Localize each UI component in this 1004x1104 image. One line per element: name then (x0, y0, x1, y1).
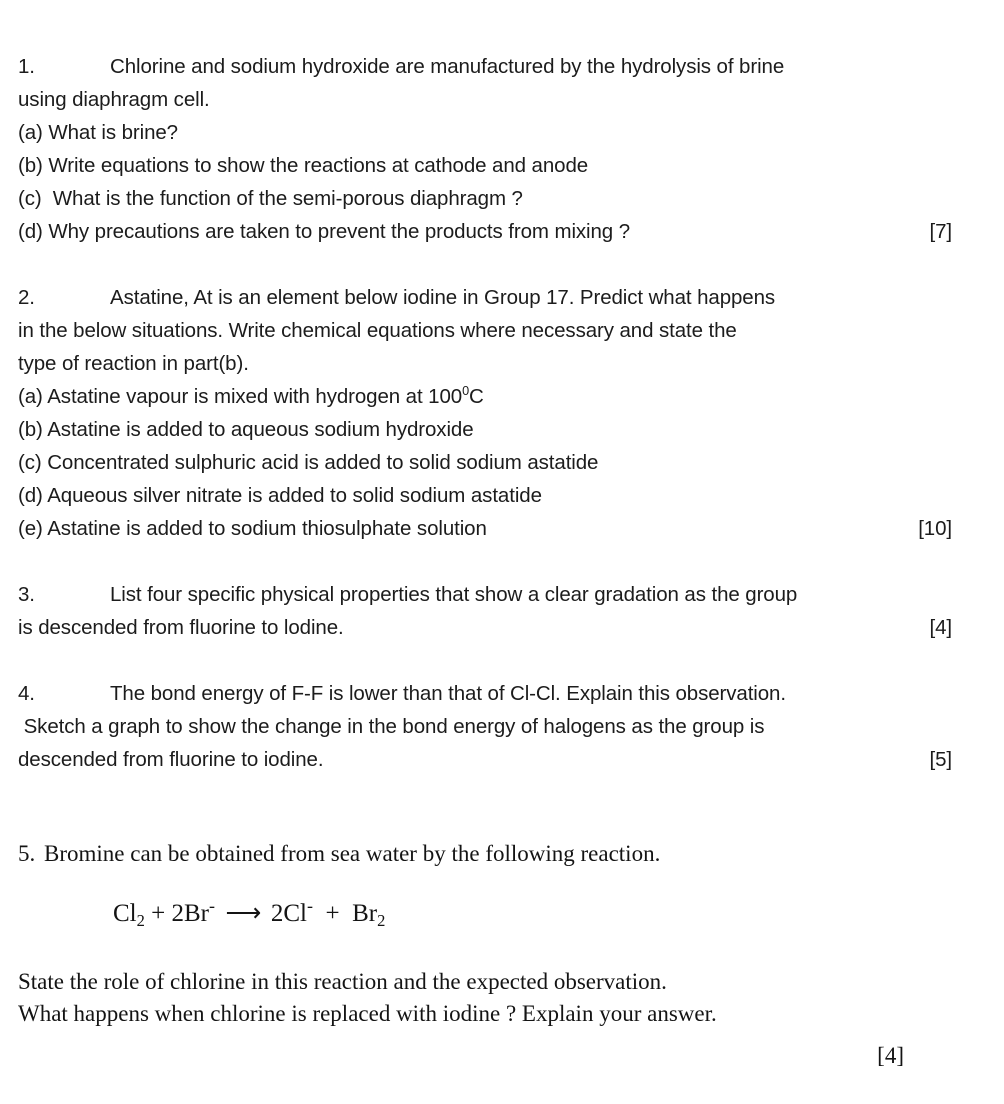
question-5-tail-line-1: State the role of chlorine in this reaction and the expected observation. (18, 969, 667, 994)
question-1-part-d-text: (d) Why precautions are taken to prevent the products from mixing ? (18, 220, 631, 243)
question-5-number: 5. (18, 841, 36, 866)
reaction-arrow-glyph: ⟶ (225, 900, 261, 927)
question-1-line-1 (18, 50, 952, 83)
question-1-line-2: using diaphragm cell. (18, 88, 210, 111)
question-4-text-1: The bond energy of F-F is lower than that of Cl-Cl. Explain this observation. (110, 682, 786, 705)
question-5-equation (18, 895, 952, 932)
question-5-tail-line-2: What happens when chlorine is replaced with iodine ? Explain your answer. (18, 1001, 717, 1026)
question-4-marks: [5] (929, 748, 952, 771)
question-2-block (18, 281, 952, 545)
question-1-part-d (18, 215, 952, 248)
question-4-block (18, 677, 952, 776)
question-4-line-3 (18, 743, 952, 776)
equation-plus-2 (313, 900, 352, 927)
question-2-part-d: (d) Aqueous silver nitrate is added to solid sodium astatide (18, 484, 542, 507)
question-2-part-a-text: (a) Astatine vapour is mixed with hydrogen at 100 (18, 385, 463, 408)
spacer-before-equation (18, 870, 952, 898)
equation-product-2: Br (352, 900, 378, 927)
equation-reactant-1: Cl (113, 900, 137, 927)
question-3-marks: [4] (929, 616, 952, 639)
question-5-lead-text: Bromine can be obtained from sea water by the following reaction. (44, 841, 661, 866)
question-2-part-e (18, 512, 952, 545)
equation-plus-2-symbol: + (325, 900, 340, 927)
equation-reactant-2-charge: - (208, 895, 215, 916)
question-2-number: 2. (18, 286, 35, 309)
equation-product-1-coefficient: 2 (270, 900, 284, 927)
question-5-block (18, 838, 952, 1072)
question-4-line-2: Sketch a graph to show the change in the bond energy of halogens as the group is (18, 715, 765, 738)
question-1-part-b: (b) Write equations to show the reactions at cathode and anode (18, 154, 589, 177)
question-1-part-c: (c) What is the function of the semi-porous diaphragm ? (18, 187, 523, 210)
spacer-after-q1 (18, 248, 952, 281)
equation-reactant-2-coefficient: 2 (171, 900, 184, 927)
spacer-after-q3 (18, 644, 952, 677)
question-4-text-3: descended from fluorine to iodine. (18, 748, 324, 771)
degree-superscript: 0 (462, 383, 470, 399)
question-3-number: 3. (18, 583, 35, 606)
question-2-line-3: type of reaction in part(b). (18, 352, 249, 375)
question-2-line-1 (18, 281, 952, 314)
question-2-part-a (18, 380, 952, 413)
question-3-text-2: is descended from fluorine to lodine. (18, 616, 344, 639)
spacer-before-final-marks (18, 1030, 952, 1040)
equation-reactant-2: Br (183, 900, 209, 927)
question-2-marks: [10] (918, 517, 952, 540)
question-1-number: 1. (18, 55, 35, 78)
question-2-text-1: Astatine, At is an element below iodine in Group 17. Predict what happens (110, 286, 776, 309)
question-5-line-1 (18, 838, 952, 870)
question-2-part-c: (c) Concentrated sulphuric acid is added to solid sodium astatide (18, 451, 599, 474)
equation-plus-1 (145, 900, 172, 927)
spacer-after-equation (18, 932, 952, 966)
spacer-after-q2 (18, 545, 952, 578)
question-3-line-1 (18, 578, 952, 611)
question-1-block (18, 50, 952, 248)
question-5-marks: [4] (877, 1043, 904, 1068)
question-3-line-2 (18, 611, 952, 644)
equation-product-1: Cl (283, 900, 307, 927)
question-3-text-1: List four specific physical properties that show a clear gradation as the group (110, 583, 798, 606)
question-1-marks: [7] (929, 220, 952, 243)
question-2-part-e-text: (e) Astatine is added to sodium thiosulphate solution (18, 517, 487, 540)
equation-product-1-charge: - (306, 895, 313, 916)
question-1-part-a: (a) What is brine? (18, 121, 178, 144)
reaction-arrow-icon (215, 900, 271, 927)
question-4-number: 4. (18, 682, 35, 705)
question-4-line-1 (18, 677, 952, 710)
question-2-part-b: (b) Astatine is added to aqueous sodium hydroxide (18, 418, 474, 441)
equation-reactant-1-subscript: 2 (136, 911, 145, 930)
temperature-unit: C (469, 385, 484, 408)
equation-plus-1-symbol: + (151, 900, 166, 927)
question-3-block (18, 578, 952, 644)
question-1-text-1: Chlorine and sodium hydroxide are manufactured by the hydrolysis of brine (110, 55, 785, 78)
spacer-after-q4 (18, 776, 952, 838)
question-2-line-2: in the below situations. Write chemical equations where necessary and state the (18, 319, 737, 342)
equation-product-2-subscript: 2 (377, 911, 386, 930)
